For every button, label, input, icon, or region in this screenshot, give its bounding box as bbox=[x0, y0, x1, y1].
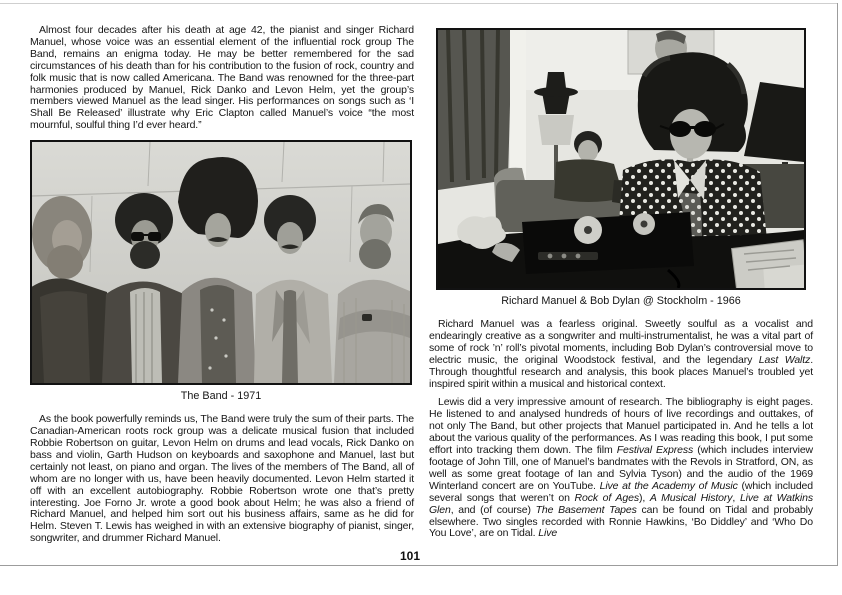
band-photo-image bbox=[32, 142, 410, 383]
page-border-top bbox=[0, 3, 838, 4]
intro-paragraph: Almost four decades after his death at age 42, the pianist and singer Richard Manuel, whose voice was an essential element of the influential rock group The Band, remains an enigma today. He may be better remembered for the sad circumstances of his death than for his contribution to the fusion of rock, country and folk music that is now called Americana. The Band was renowned for the three-part harmonies produced by Manuel, Rick Danko and Levon Helm, yet the group’s members viewed Manuel as the lead singer. His performances on songs such as ‘I Shall Be Released’ illustrate why Eric Clapton called Manuel’s voice “the most mournful, soulful thing I’d ever heard.” bbox=[30, 24, 414, 132]
page-border-bottom bbox=[0, 565, 838, 566]
band-history-paragraph: As the book powerfully reminds us, The Band were truly the sum of their parts. The Canadian-American roots rock group was a delicate musical fusion that included Robbie Robertson on guitar, Levon Helm on drums and lead vocals, Rick Danko on bass and violin, Garth Hudson on keyboards and saxophone and Manuel, last but certainly not least, on piano and organ. The lives of the members of The Band, all of whom are no longer with us, have been heavily documented. Levon Helm started it off with an excellent autobiography. Robbie Robertson wrote one that’s pretty interesting. Joe Forno Jr. wrote a good book about Helm; he was also a friend of Richard Manuel, and helped him sort out his business affairs, same as he did for Helm. Steven T. Lewis has weighed in with an extensive biography of pianist, singer, songwriter, and drummer Richard Manuel. bbox=[30, 413, 414, 545]
fearless-original-paragraph: Richard Manuel was a fearless original. Sweetly soulful as a vocalist and endearingly creative as a songwriter and multi-instrumentalist, he was a vital part of some of rock ’n’ roll’s pivotal moments, including Bob Dylan’s controversial move to electric music, the original Woodstock festival, and the legendary Last Waltz. Through thoughtful research and analysis, this book places Manuel’s troubled yet inspired spirit within a musical and historical context. bbox=[429, 318, 814, 390]
band-photo-caption: The Band - 1971 bbox=[180, 390, 262, 403]
manuel-dylan-photo-caption: Richard Manuel & Bob Dylan @ Stockholm - 1966 bbox=[501, 295, 741, 307]
page-number: 101 bbox=[399, 549, 421, 563]
research-paragraph: Lewis did a very impressive amount of research. The bibliography is eight pages. He listened to and analysed hundreds of hours of live recordings and outtakes, of not only The Band, but other projects that Manuel participated in. And he tells a lot about the various quality of the performances. As I was reading this book, I put some effort into tracking them down. The film Festival Express (which includes interview footage of John Till, one of Manuel’s bandmates with the Revols in Stratford, ON, as well as some great footage of Ian and Sylvia Tyson) and the audio of the 1969 Winterland concert are on YouTube. Live at the Academy of Music (which included several songs that weren’t on Rock of Ages), A Musical History, Live at Watkins Glen, and (of course) The Basement Tapes can be found on Tidal and probably elsewhere. Two singles recorded with Ronnie Hawkins, ‘Bo Diddley’ and ‘Who Do You Love’, are on Tidal. Live bbox=[429, 396, 814, 540]
left-column bbox=[30, 25, 414, 545]
manuel-dylan-photo-image bbox=[438, 30, 804, 288]
manuel-dylan-photo bbox=[436, 28, 806, 290]
band-photo-1971 bbox=[30, 140, 412, 385]
right-column bbox=[429, 28, 813, 540]
page-border-right bbox=[837, 3, 838, 566]
